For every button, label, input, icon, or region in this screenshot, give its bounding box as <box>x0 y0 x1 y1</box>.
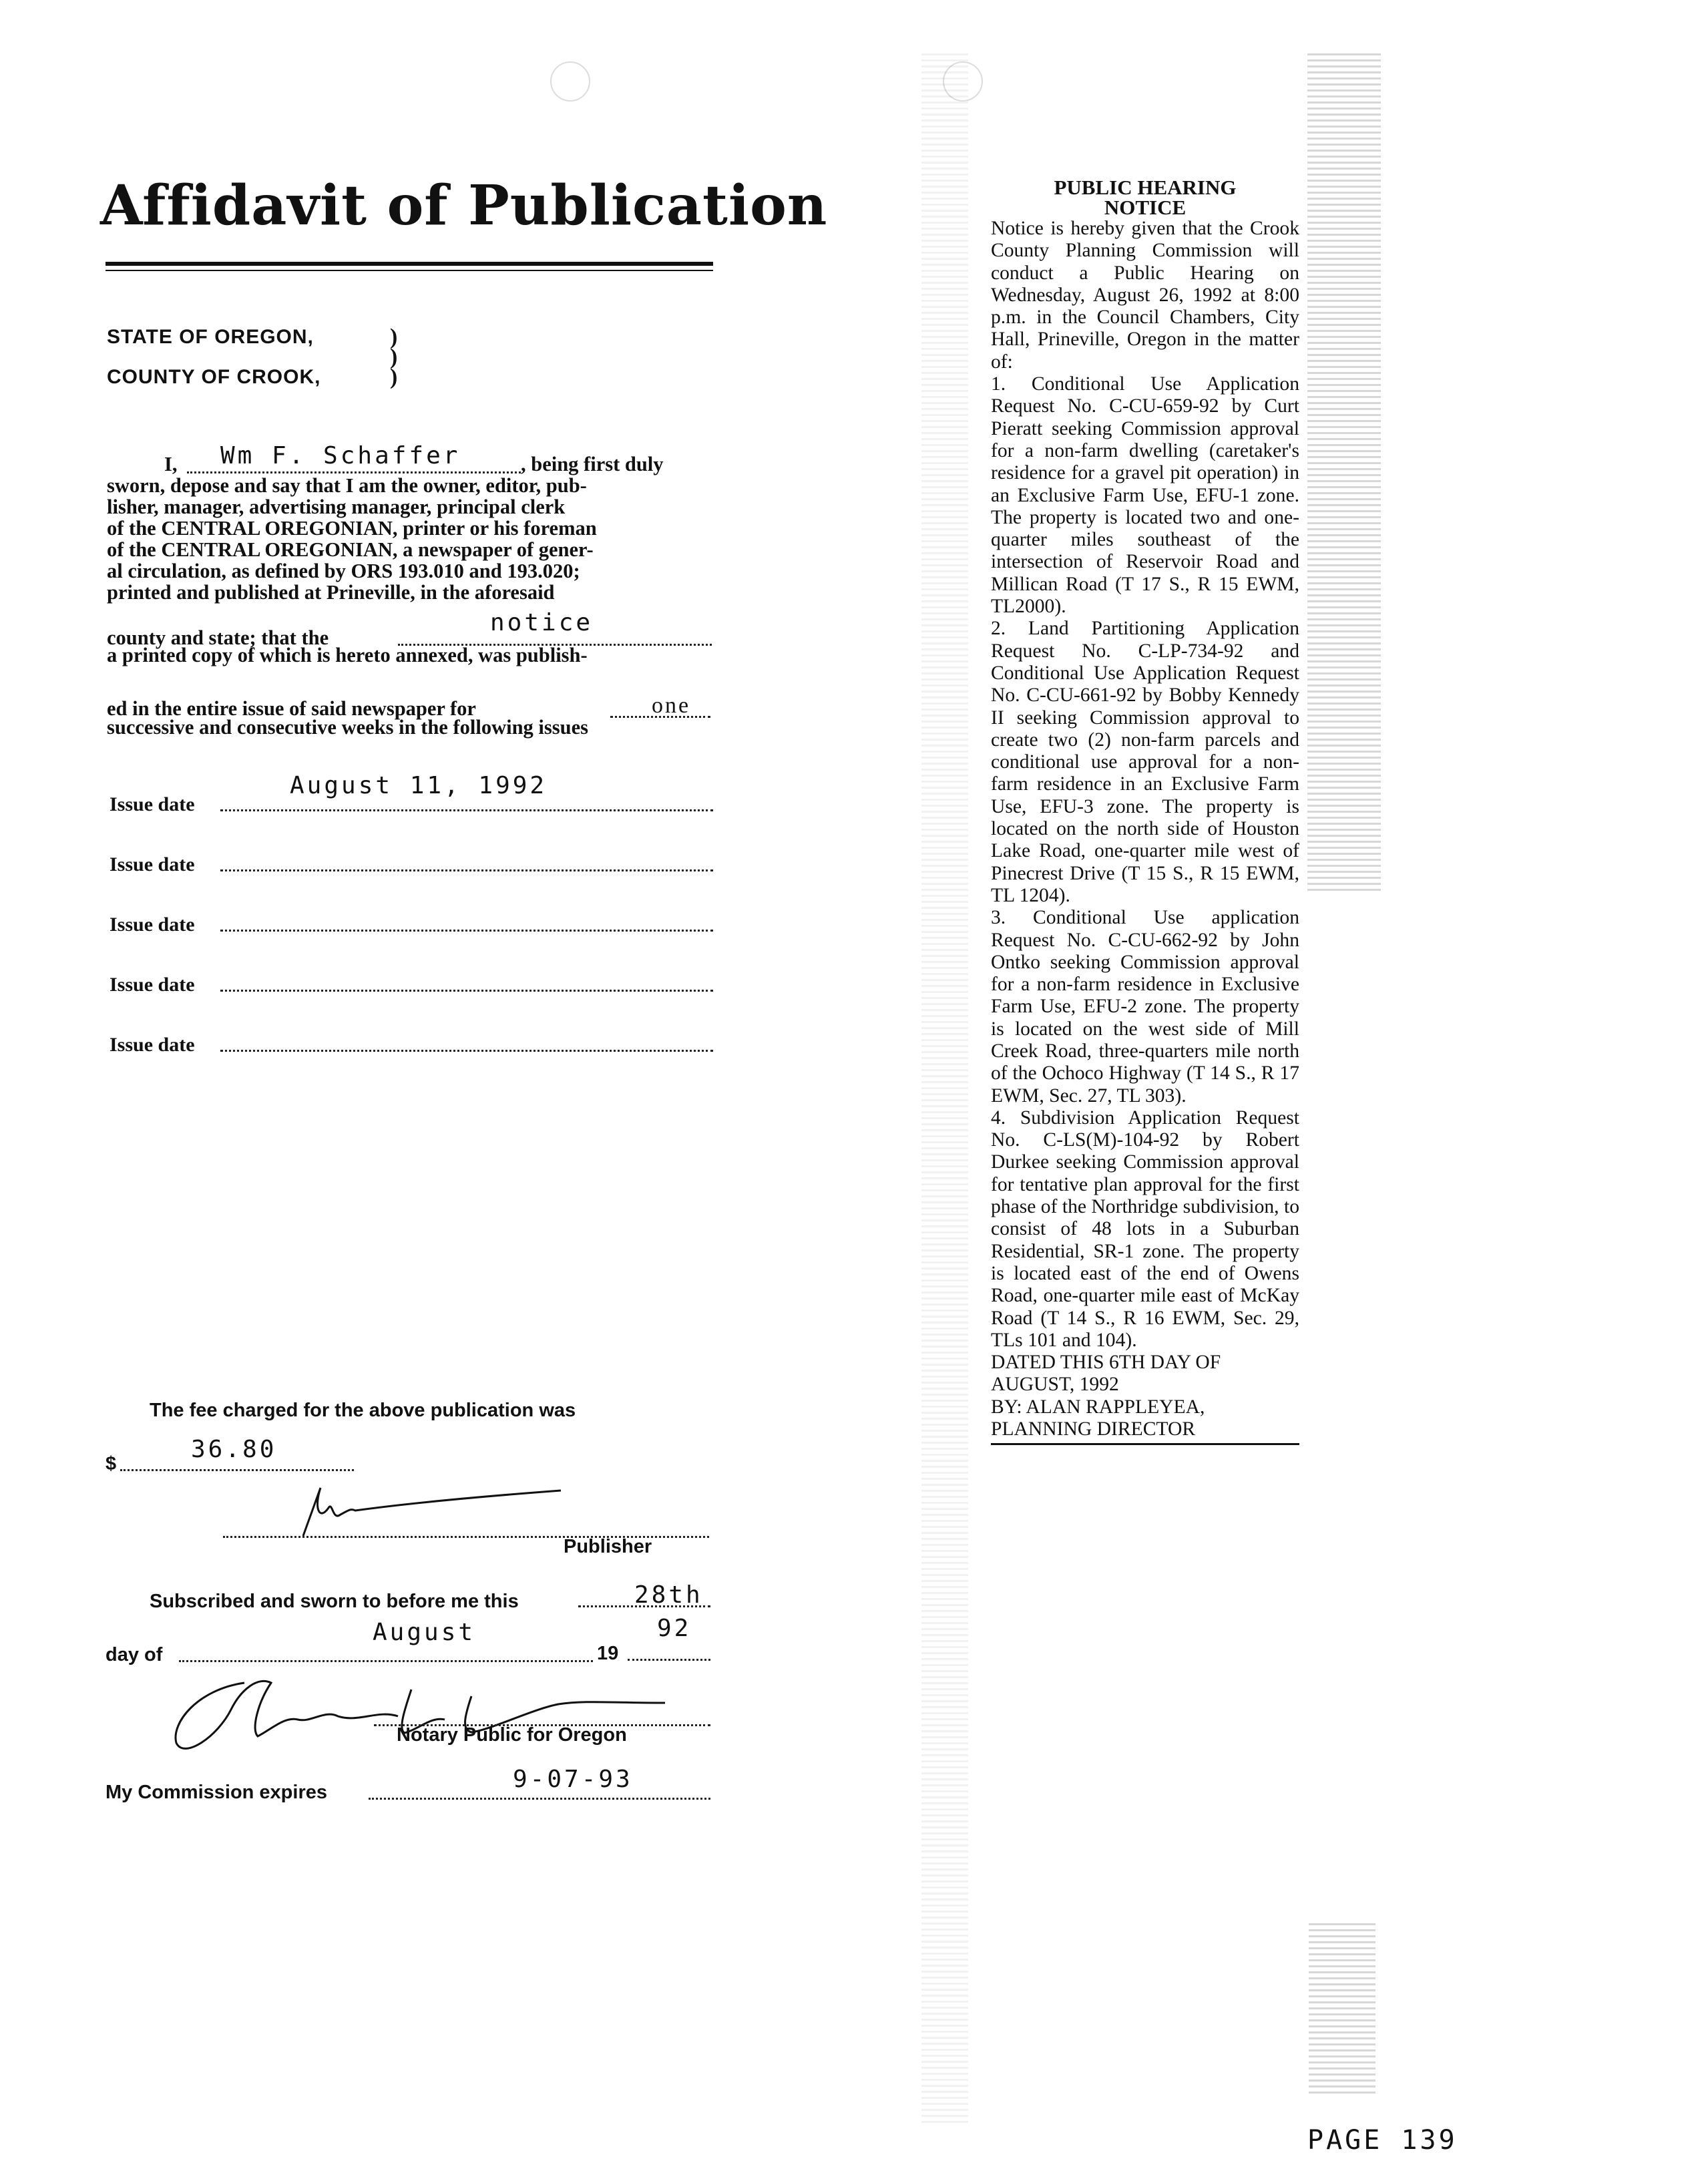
sworn-year: 92 <box>657 1615 692 1642</box>
affiant-line: sworn, depose and say that I am the owner, editor, pub- <box>107 474 587 497</box>
affiant-line: al circulation, as defined by ORS 193.010 and 193.020; <box>107 560 580 582</box>
commission-date: 9-07-93 <box>513 1766 633 1793</box>
affiant-prefix: I, <box>164 453 178 475</box>
affiant-line: lisher, manager, advertising manager, principal clerk <box>107 495 566 518</box>
punch-hole <box>550 61 590 102</box>
affiant-name-line <box>187 471 521 473</box>
doc-type: notice <box>490 609 594 636</box>
entire-issue-text: ed in the entire issue of said newspaper for <box>107 697 476 720</box>
fee-amount: 36.80 <box>191 1436 277 1463</box>
title-rule <box>105 262 713 266</box>
sworn-month: August <box>373 1619 476 1646</box>
issue-date-line <box>220 809 713 811</box>
issue-date-label: Issue date <box>110 853 195 875</box>
issue-date-label: Issue date <box>110 974 195 996</box>
affiant-line: of the CENTRAL OREGONIAN, printer or his foreman <box>107 517 597 540</box>
issue-date-line <box>220 869 713 871</box>
bracket: ) <box>390 365 398 389</box>
county-state-text: county and state; that the <box>107 626 329 649</box>
issue-date-value: August 11, 1992 <box>290 772 548 799</box>
state-line: STATE OF OREGON, <box>107 326 314 348</box>
notice-paragraph: Notice is hereby given that the Crook County Planning Commission will conduct a Public Hearing on Wednesday, August 26, 1992 at 8:00 p.m. in the Council Chambers, City Hall, Prineville, Oregon in the matter of: <box>991 218 1299 373</box>
scan-noise <box>921 53 968 2124</box>
notice-paragraph: 2. Land Partitioning Application Request No. C-LP-734-92 and Conditional Use Application Request No. C-CU-661-92 by Bobby Kennedy II seeking Commission approval to create two (2) non-farm parcels and conditional use approval for a non-farm residence in an Exclusive Farm Use, EFU-3 zone. The property is located on the north side of Houston Lake Road, one-quarter mile west of Pinecrest Drive (T 15 S., R 15 EWM, TL 1204). <box>991 618 1299 906</box>
fee-line <box>120 1469 354 1471</box>
notice-paragraph: DATED THIS 6TH DAY OF AUGUST, 1992 <box>991 1352 1221 1396</box>
issue-date-label: Issue date <box>110 1034 195 1056</box>
affiant-line: of the CENTRAL OREGONIAN, a newspaper of gener- <box>107 538 594 561</box>
annexed-text: a printed copy of which is hereto annexed, was publish- <box>107 644 588 666</box>
fee-currency: $ <box>105 1453 117 1474</box>
weeks-count: one <box>652 693 691 718</box>
issue-date-label: Issue date <box>110 793 195 815</box>
affiant-line: printed and published at Prineville, in the aforesaid <box>107 581 555 604</box>
fee-caption: The fee charged for the above publication was <box>150 1400 576 1421</box>
publisher-signature <box>294 1481 574 1541</box>
notary-signature <box>158 1663 678 1763</box>
page-number: PAGE 139 <box>1307 2125 1458 2156</box>
sworn-year-line <box>628 1659 710 1661</box>
notice-paragraph: BY: ALAN RAPPLEYEA, PLANNING DIRECTOR <box>991 1396 1205 1440</box>
notice-subheading: NOTICE <box>1104 196 1187 219</box>
sworn-month-line <box>179 1660 593 1662</box>
bracket: ) <box>390 345 398 369</box>
page-title: Affidavit of Publication <box>100 174 828 238</box>
notice-paragraph: 3. Conditional Use application Request No. C-CU-662-92 by John Ontko seeking Commission approval for a non-farm residence in Exclusive Farm Use, EFU-2 zone. The property is located on the west side of Mill Creek Road, three-quarters mile north of the Ochoco Highway (T 14 S., R 17 EWM, Sec. 27, TL 303). <box>991 907 1299 1107</box>
notice-paragraph: 1. Conditional Use Application Request No. C-CU-659-92 by Curt Pieratt seeking Commission approval for a non-farm dwelling (caretaker's residence for a gravel pit operation) in an Exclusive Farm Use, EFU-1 zone. The property is located two and one-quarter miles southeast of the intersection of Reservoir Road and Millican Road (T 17 S., R 15 EWM, TL2000). <box>991 373 1299 618</box>
title-rule-thin <box>105 270 713 271</box>
commission-label: My Commission expires <box>105 1782 327 1803</box>
successive-text: successive and consecutive weeks in the following issues <box>107 716 588 739</box>
commission-line <box>369 1798 710 1800</box>
notice-end-rule <box>991 1443 1299 1445</box>
issue-date-line <box>220 1050 713 1052</box>
county-line: COUNTY OF CROOK, <box>107 366 321 388</box>
issue-date-label: Issue date <box>110 914 195 936</box>
notary-label: Notary Public for Oregon <box>397 1724 627 1746</box>
public-hearing-notice <box>991 178 1299 1445</box>
scan-noise <box>1309 1923 1375 2097</box>
issue-date-line <box>220 990 713 992</box>
affiant-suffix: , being first duly <box>521 453 664 475</box>
year-prefix: 19 <box>597 1643 619 1664</box>
sworn-day: 28th <box>634 1581 703 1609</box>
publisher-label: Publisher <box>564 1536 652 1557</box>
notice-heading: PUBLIC HEARING <box>1054 176 1237 199</box>
bracket: ) <box>390 325 398 349</box>
scan-noise <box>1307 53 1381 895</box>
affiant-name: Wm F. Schaffer <box>220 442 461 469</box>
notice-paragraph: 4. Subdivision Application Request No. C-LS(M)-104-92 by Robert Durkee seeking Commission approval for tentative plan approval for the first phase of the Northridge subdivision, to consist of 48 lots in a Suburban Residential, SR-1 zone. The property is located east of the end of Owens Road, one-quarter mile east of McKay Road (T 14 S., R 16 EWM, Sec. 29, TLs 101 and 104). <box>991 1107 1299 1351</box>
sworn-text: Subscribed and sworn to before me this <box>150 1591 519 1612</box>
issue-date-line <box>220 930 713 932</box>
day-of-label: day of <box>105 1644 163 1665</box>
